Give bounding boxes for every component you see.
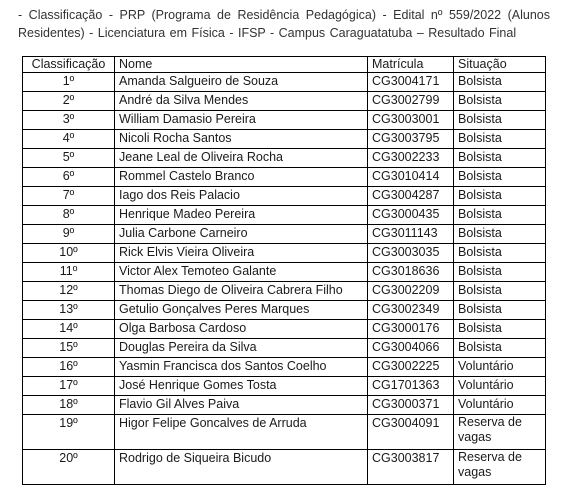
cell-nome: Rick Elvis Vieira Oliveira <box>115 244 368 263</box>
cell-situacao: Reserva de vagas <box>454 450 546 485</box>
cell-situacao: Bolsista <box>454 320 546 339</box>
table-row <box>23 282 546 301</box>
table-row <box>23 130 546 149</box>
cell-situacao: Bolsista <box>454 225 546 244</box>
cell-nome: Higor Felipe Goncalves de Arruda <box>115 415 368 450</box>
cell-matricula: CG3004091 <box>368 415 454 450</box>
cell-matricula: CG3004287 <box>368 187 454 206</box>
cell-matricula: CG3000176 <box>368 320 454 339</box>
table-row <box>23 92 546 111</box>
table-row <box>23 168 546 187</box>
cell-classificacao: 5º <box>23 149 115 168</box>
table-row <box>23 244 546 263</box>
cell-classificacao: 4º <box>23 130 115 149</box>
cell-nome: Getulio Gonçalves Peres Marques <box>115 301 368 320</box>
cell-situacao: Bolsista <box>454 244 546 263</box>
cell-classificacao: 10º <box>23 244 115 263</box>
header-classificacao: Classificação <box>23 57 115 73</box>
cell-matricula: CG3011143 <box>368 225 454 244</box>
table-row <box>23 301 546 320</box>
cell-situacao: Voluntário <box>454 358 546 377</box>
cell-classificacao: 15º <box>23 339 115 358</box>
table-row <box>23 206 546 225</box>
cell-classificacao: 3º <box>23 111 115 130</box>
cell-classificacao: 20º <box>23 450 115 485</box>
cell-nome: André da Silva Mendes <box>115 92 368 111</box>
cell-situacao: Bolsista <box>454 206 546 225</box>
cell-matricula: CG3018636 <box>368 263 454 282</box>
cell-classificacao: 13º <box>23 301 115 320</box>
cell-nome: William Damasio Pereira <box>115 111 368 130</box>
cell-matricula: CG3002209 <box>368 282 454 301</box>
cell-matricula: CG3000371 <box>368 396 454 415</box>
results-table <box>22 56 546 485</box>
cell-matricula: CG3004171 <box>368 73 454 92</box>
header-row <box>23 57 546 73</box>
cell-matricula: CG3003001 <box>368 111 454 130</box>
cell-classificacao: 8º <box>23 206 115 225</box>
cell-situacao: Bolsista <box>454 168 546 187</box>
table-row <box>23 187 546 206</box>
cell-situacao: Bolsista <box>454 149 546 168</box>
cell-nome: Olga Barbosa Cardoso <box>115 320 368 339</box>
cell-classificacao: 11º <box>23 263 115 282</box>
cell-situacao: Reserva de vagas <box>454 415 546 450</box>
cell-matricula: CG3002233 <box>368 149 454 168</box>
cell-matricula: CG3004066 <box>368 339 454 358</box>
cell-nome: Amanda Salgueiro de Souza <box>115 73 368 92</box>
cell-situacao: Bolsista <box>454 130 546 149</box>
cell-nome: Flavio Gil Alves Paiva <box>115 396 368 415</box>
table-row <box>23 263 546 282</box>
cell-classificacao: 18º <box>23 396 115 415</box>
cell-nome: Iago dos Reis Palacio <box>115 187 368 206</box>
results-table-header <box>23 57 546 73</box>
cell-classificacao: 16º <box>23 358 115 377</box>
cell-nome: Henrique Madeo Pereira <box>115 206 368 225</box>
cell-matricula: CG3003035 <box>368 244 454 263</box>
cell-nome: Victor Alex Temoteo Galante <box>115 263 368 282</box>
cell-classificacao: 2º <box>23 92 115 111</box>
cell-situacao: Bolsista <box>454 187 546 206</box>
cell-situacao: Bolsista <box>454 73 546 92</box>
cell-situacao: Bolsista <box>454 301 546 320</box>
cell-situacao: Bolsista <box>454 282 546 301</box>
cell-nome: Rodrigo de Siqueira Bicudo <box>115 450 368 485</box>
cell-matricula: CG3000435 <box>368 206 454 225</box>
table-row <box>23 450 546 485</box>
cell-classificacao: 19º <box>23 415 115 450</box>
cell-nome: Rommel Castelo Branco <box>115 168 368 187</box>
cell-situacao: Bolsista <box>454 92 546 111</box>
table-row <box>23 149 546 168</box>
table-row <box>23 339 546 358</box>
table-row <box>23 358 546 377</box>
header-matricula: Matrícula <box>368 57 454 73</box>
table-row <box>23 415 546 450</box>
cell-classificacao: 14º <box>23 320 115 339</box>
table-row <box>23 396 546 415</box>
cell-matricula: CG3002225 <box>368 358 454 377</box>
cell-situacao: Bolsista <box>454 339 546 358</box>
table-row <box>23 73 546 92</box>
cell-matricula: CG3002349 <box>368 301 454 320</box>
cell-matricula: CG3002799 <box>368 92 454 111</box>
cell-situacao: Bolsista <box>454 263 546 282</box>
cell-nome: Jeane Leal de Oliveira Rocha <box>115 149 368 168</box>
cell-nome: Douglas Pereira da Silva <box>115 339 368 358</box>
table-row <box>23 111 546 130</box>
table-row <box>23 225 546 244</box>
document-heading: - Classificação - PRP (Programa de Residência Pedagógica) - Edital nº 559/2022 (Alunos Residentes) - Licenciatura em Física - IFSP - Campus Caraguatatuba – Resultado Final <box>18 8 550 40</box>
cell-nome: Thomas Diego de Oliveira Cabrera Filho <box>115 282 368 301</box>
header-nome: Nome <box>115 57 368 73</box>
cell-classificacao: 1º <box>23 73 115 92</box>
cell-matricula: CG1701363 <box>368 377 454 396</box>
cell-nome: Yasmin Francisca dos Santos Coelho <box>115 358 368 377</box>
results-table-body <box>23 73 546 485</box>
cell-situacao: Voluntário <box>454 396 546 415</box>
cell-situacao: Voluntário <box>454 377 546 396</box>
header-situacao: Situação <box>454 57 546 73</box>
cell-matricula: CG3003817 <box>368 450 454 485</box>
cell-nome: Nicoli Rocha Santos <box>115 130 368 149</box>
cell-classificacao: 7º <box>23 187 115 206</box>
cell-nome: Julia Carbone Carneiro <box>115 225 368 244</box>
cell-classificacao: 17º <box>23 377 115 396</box>
cell-classificacao: 12º <box>23 282 115 301</box>
cell-situacao: Bolsista <box>454 111 546 130</box>
cell-classificacao: 6º <box>23 168 115 187</box>
cell-nome: José Henrique Gomes Tosta <box>115 377 368 396</box>
cell-classificacao: 9º <box>23 225 115 244</box>
cell-matricula: CG3010414 <box>368 168 454 187</box>
table-row <box>23 320 546 339</box>
cell-matricula: CG3003795 <box>368 130 454 149</box>
table-row <box>23 377 546 396</box>
